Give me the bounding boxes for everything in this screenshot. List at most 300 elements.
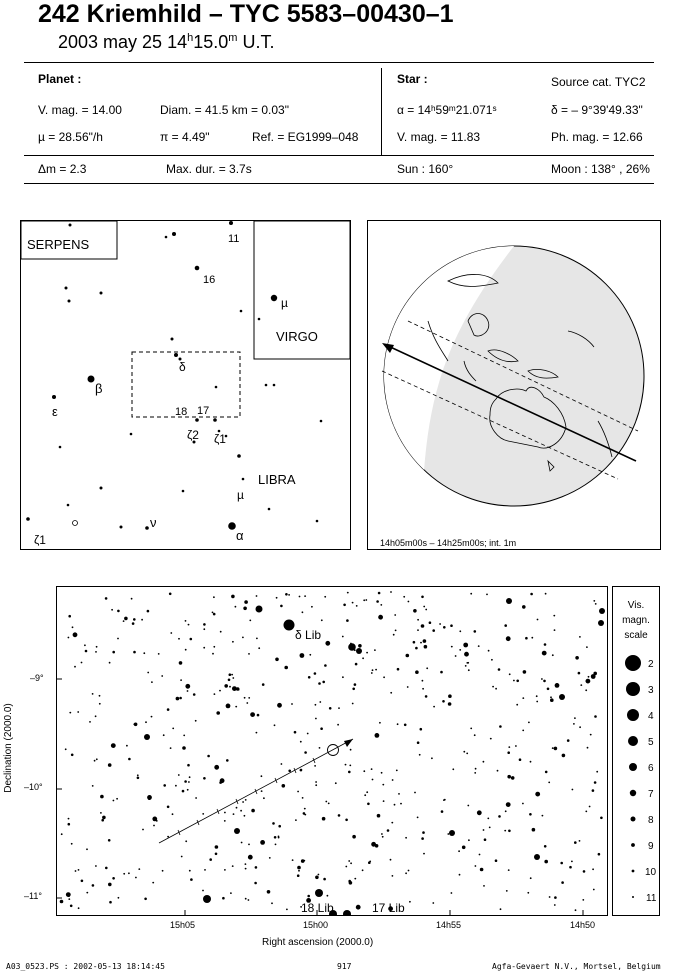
field-star (323, 878, 326, 881)
field-star (215, 845, 219, 849)
field-star (304, 814, 306, 816)
field-star (542, 651, 547, 656)
field-star (291, 703, 293, 705)
field-star (368, 861, 371, 864)
field-star (532, 828, 536, 832)
field-star (363, 599, 365, 601)
field-star (307, 733, 309, 735)
field-star (172, 728, 174, 730)
field-star (319, 747, 321, 749)
field-star (414, 792, 416, 794)
field-star (309, 654, 311, 656)
field-star (365, 599, 367, 601)
field-star (314, 672, 317, 675)
field-star (207, 755, 210, 758)
label-mu-vir: µ (281, 296, 288, 310)
globe-caption: 14h05m00s – 14h25m00s; int. 1m (380, 538, 517, 548)
field-star (228, 679, 231, 682)
field-star (417, 741, 420, 744)
field-star (92, 884, 95, 887)
field-star (515, 745, 517, 747)
minutes-text: 15.0 (193, 32, 229, 52)
field-star (417, 817, 419, 819)
field-star (508, 830, 511, 833)
field-star (379, 722, 381, 724)
field-star (498, 815, 501, 818)
field-star (213, 646, 215, 648)
field-star (377, 814, 381, 818)
field-star (366, 652, 368, 654)
field-star (356, 905, 361, 910)
field-star (541, 678, 543, 680)
field-star (180, 679, 182, 681)
field-star (350, 749, 352, 751)
minute-superscript: m (228, 32, 238, 44)
field-star (432, 629, 435, 632)
field-star (343, 604, 346, 607)
field-star (109, 901, 112, 904)
field-star (523, 670, 527, 674)
field-star (212, 612, 214, 614)
field-star (250, 712, 255, 717)
field-star (105, 597, 108, 600)
field-star (203, 623, 206, 626)
field-star (299, 596, 301, 598)
label-beta: β (95, 381, 103, 396)
field-star (465, 665, 467, 667)
field-star (78, 907, 80, 909)
field-star (560, 862, 563, 865)
field-star (95, 865, 97, 867)
field-star (102, 816, 106, 820)
field-star (143, 652, 145, 654)
field-star (451, 646, 453, 648)
label-virgo: VIRGO (276, 329, 318, 344)
field-star (407, 686, 409, 688)
field-star (189, 776, 191, 778)
field-star (231, 595, 235, 599)
field-star (522, 605, 526, 609)
field-star (95, 651, 97, 653)
field-star (112, 877, 115, 880)
field-star (86, 892, 88, 894)
field-star (374, 649, 376, 651)
field-star (105, 867, 108, 870)
field-star (142, 829, 144, 831)
field-star (372, 669, 374, 671)
field-star (403, 596, 405, 598)
field-star (466, 753, 468, 755)
field-star (588, 676, 590, 678)
field-star (204, 869, 206, 871)
field-star (459, 874, 461, 876)
field-star (260, 840, 265, 845)
field-star (214, 765, 219, 770)
field-star (495, 688, 497, 690)
field-star (342, 636, 344, 638)
field-star (596, 771, 598, 773)
field-star (248, 697, 250, 699)
field-star (451, 892, 453, 894)
field-star (311, 606, 313, 608)
field-star (285, 593, 288, 596)
field-star (169, 593, 172, 596)
x-tick-14h50: 14h50 (570, 920, 596, 930)
field-star (544, 845, 547, 848)
field-star (195, 797, 197, 799)
field-star (141, 619, 143, 621)
field-star (397, 668, 400, 671)
field-star (575, 656, 579, 660)
field-star (544, 643, 547, 646)
field-star (123, 620, 125, 622)
field-star (548, 782, 550, 784)
field-star (390, 692, 392, 694)
field-star (185, 649, 187, 651)
field-star (555, 683, 560, 688)
field-star (187, 789, 189, 791)
field-star (68, 895, 70, 897)
label-18: 18 (175, 406, 188, 418)
field-star (579, 636, 581, 638)
field-star (235, 606, 237, 608)
field-star (396, 770, 398, 772)
field-star (242, 801, 244, 803)
field-star (408, 601, 410, 603)
field-star (277, 703, 282, 708)
field-star (345, 866, 347, 868)
y-axis-label: Declination (2000.0) (3, 703, 14, 793)
field-star (111, 609, 113, 611)
field-star (195, 720, 197, 722)
field-star (550, 698, 554, 702)
field-star (553, 615, 555, 617)
field-star (406, 654, 410, 658)
field-star (286, 909, 288, 911)
field-star (376, 600, 379, 603)
field-star (245, 799, 247, 801)
field-star (302, 611, 304, 613)
label-delta: δ (179, 360, 186, 374)
field-star (178, 638, 180, 640)
field-star (423, 853, 425, 855)
field-star (318, 874, 320, 876)
field-star (395, 630, 397, 632)
field-star (431, 757, 433, 759)
field-star (184, 780, 187, 783)
field-star (423, 606, 425, 608)
field-star (101, 819, 104, 822)
field-star (248, 899, 250, 901)
field-star (297, 874, 300, 877)
field-star (244, 600, 248, 604)
field-star (267, 890, 271, 894)
field-star (547, 688, 550, 691)
field-star (352, 602, 354, 604)
field-star (549, 896, 551, 898)
field-star (132, 622, 135, 625)
field-star (448, 702, 452, 706)
field-star (163, 784, 166, 787)
scale-mag-10: 10 (645, 867, 657, 878)
field-star (220, 778, 225, 783)
star-source-catalog: Source cat. TYC2 (551, 75, 646, 89)
field-star (96, 758, 98, 760)
field-star (231, 674, 233, 676)
field-star (338, 707, 340, 709)
field-star (467, 805, 469, 807)
field-star (117, 610, 120, 613)
field-star (450, 624, 453, 627)
field-star (256, 595, 258, 597)
field-star (233, 813, 235, 815)
field-star (315, 784, 317, 786)
field-star (318, 682, 321, 685)
x-axis-label: Right ascension (2000.0) (262, 937, 374, 948)
field-star (203, 647, 205, 649)
label-zeta1: ζ1 (214, 432, 226, 446)
field-star (420, 642, 422, 644)
field-star (467, 662, 469, 664)
field-star (382, 784, 384, 786)
field-star (474, 772, 476, 774)
field-star (349, 881, 353, 885)
field-star (366, 791, 368, 793)
field-star (390, 859, 392, 861)
field-star (224, 812, 226, 814)
field-star (188, 624, 190, 626)
label-zeta1-serpens: ζ1 (34, 533, 46, 547)
field-star (248, 855, 253, 860)
field-star (183, 735, 185, 737)
field-star (529, 813, 532, 816)
field-star (86, 848, 88, 850)
field-star (592, 789, 595, 792)
finder-chart-svg (21, 221, 350, 549)
field-star (592, 868, 594, 870)
field-star (490, 738, 492, 740)
field-star (182, 746, 186, 750)
field-star (271, 902, 273, 904)
field-star (477, 810, 482, 815)
field-star (128, 758, 131, 761)
field-star (209, 858, 212, 861)
field-star (300, 653, 305, 658)
field-star (580, 684, 582, 686)
planet-parallax: π = 4.49" (160, 130, 210, 144)
field-star (441, 810, 444, 813)
field-star (65, 748, 67, 750)
field-star (77, 711, 79, 713)
field-star (378, 592, 381, 595)
field-star (278, 837, 280, 839)
field-star (185, 840, 187, 842)
field-star (152, 882, 154, 884)
field-star (276, 597, 278, 599)
field-star (257, 714, 260, 717)
field-star (422, 831, 425, 834)
field-star (579, 840, 581, 842)
field-star (574, 841, 577, 844)
field-star (68, 818, 70, 820)
field-star (185, 620, 187, 622)
field-star (288, 594, 290, 596)
field-star (297, 866, 301, 870)
planet-diameter: Diam. = 41.5 km = 0.03" (160, 103, 289, 117)
scale-mag-4: 4 (648, 711, 654, 722)
field-star (241, 842, 243, 844)
footer-page-number: 917 (337, 962, 352, 971)
x-tick-15h05: 15h05 (170, 920, 196, 930)
field-star (363, 770, 365, 772)
field-star (61, 833, 63, 835)
field-star (178, 774, 180, 776)
field-star (505, 810, 507, 812)
field-star (348, 771, 351, 774)
scale-mag-2: 2 (648, 659, 654, 670)
field-star (527, 892, 529, 894)
field-star (589, 806, 591, 808)
field-star (393, 634, 395, 636)
field-star (258, 647, 260, 649)
star-chart-svg (57, 587, 607, 915)
field-star (419, 754, 421, 756)
field-star (335, 782, 337, 784)
star-right-ascension: α = 14ʰ59ᵐ21.071ˢ (397, 103, 497, 117)
field-star (294, 731, 297, 734)
field-star (108, 839, 111, 842)
field-star (113, 800, 115, 802)
footer-credit: Agfa-Gevaert N.V., Mortsel, Belgium (492, 962, 661, 971)
field-star (229, 686, 231, 688)
field-star (409, 901, 411, 903)
field-star (508, 746, 510, 748)
globe-svg (368, 221, 660, 549)
field-star (327, 895, 329, 897)
field-star (245, 898, 247, 900)
field-star (68, 615, 71, 618)
field-star (525, 637, 528, 640)
field-star (190, 878, 193, 881)
field-star (70, 905, 73, 908)
field-star (256, 638, 258, 640)
field-star (281, 763, 283, 765)
field-star (595, 603, 597, 605)
field-star (182, 790, 185, 793)
field-star (75, 870, 77, 872)
field-star (213, 613, 216, 616)
divider-middle (24, 155, 654, 156)
scale-mag-7: 7 (648, 789, 654, 800)
field-star (459, 630, 461, 632)
asteroid-track (159, 739, 353, 843)
divider-vertical (381, 68, 382, 156)
field-star (219, 690, 221, 692)
field-star (497, 770, 499, 772)
field-star (170, 747, 172, 749)
field-star (420, 728, 423, 731)
field-star (94, 760, 96, 762)
field-star (397, 723, 399, 725)
planet-vmag: V. mag. = 14.00 (38, 103, 122, 117)
field-star (172, 813, 174, 815)
field-star (367, 803, 370, 806)
field-star (131, 598, 133, 600)
field-star (337, 724, 339, 726)
field-star (222, 897, 225, 900)
field-star (487, 818, 489, 820)
field-star (362, 657, 364, 659)
field-star (245, 863, 247, 865)
field-star (117, 638, 119, 640)
magnitude-scale-svg (613, 587, 659, 915)
field-star (574, 717, 576, 719)
field-star (302, 797, 304, 799)
label-serpens: SERPENS (27, 237, 90, 252)
field-star (593, 672, 597, 676)
divider-bottom (24, 183, 654, 184)
field-star (382, 836, 384, 838)
field-star (249, 620, 251, 622)
label-18-lib: 18 Lib (301, 901, 334, 915)
field-star (81, 880, 84, 883)
label-17: 17 (197, 405, 210, 417)
field-star (426, 667, 428, 669)
field-star (508, 869, 510, 871)
field-star (138, 868, 140, 870)
field-star (137, 774, 139, 776)
label-nu: ν (150, 515, 157, 530)
field-star (579, 726, 581, 728)
sun-elongation: Sun : 160° (397, 162, 454, 176)
field-star (288, 770, 291, 773)
field-star (362, 869, 364, 871)
field-star (429, 621, 432, 624)
field-star (423, 639, 427, 643)
label-16: 16 (203, 274, 216, 286)
field-star (345, 819, 348, 822)
field-star (245, 868, 247, 870)
field-star (68, 637, 70, 639)
field-star (158, 653, 160, 655)
field-star (232, 677, 234, 679)
field-star (338, 814, 341, 817)
field-star (242, 637, 244, 639)
field-star (255, 866, 258, 869)
field-star (600, 817, 603, 820)
field-star (354, 878, 356, 880)
field-star (530, 593, 533, 596)
field-star (443, 626, 446, 629)
field-star (275, 844, 277, 846)
field-star (355, 663, 358, 666)
field-star (536, 695, 538, 697)
field-star (586, 646, 588, 648)
field-star (530, 761, 532, 763)
field-star (489, 827, 491, 829)
field-star (346, 619, 349, 622)
field-star (506, 802, 511, 807)
field-star (522, 697, 524, 699)
field-star (507, 775, 511, 779)
field-star (284, 666, 288, 670)
field-star (371, 842, 376, 847)
field-star (417, 629, 419, 631)
y-tick-minus-9: –9° (30, 673, 44, 683)
field-star (269, 857, 271, 859)
field-star (68, 898, 70, 900)
field-star (216, 711, 220, 715)
